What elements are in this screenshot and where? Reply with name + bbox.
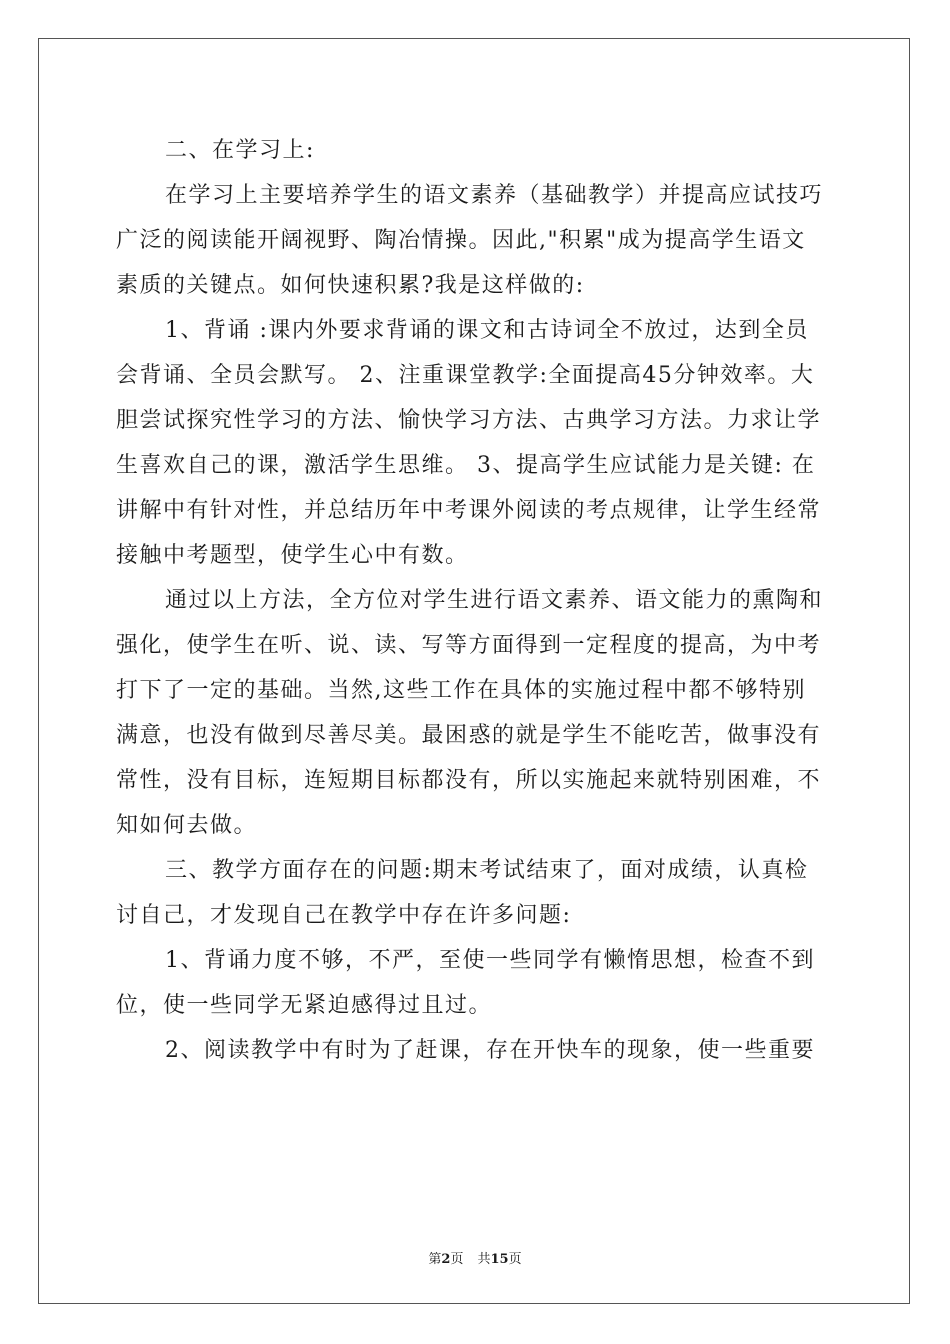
text-line: 广泛的阅读能开阔视野、陶冶情操。因此,"积累"成为提高学生语文	[116, 228, 806, 253]
text-line: 讨自己，才发现自己在教学中存在许多问题:	[116, 903, 572, 928]
page-footer	[0, 1248, 950, 1267]
text-line: 二、在学习上:	[165, 138, 315, 163]
text-line: 胆尝试探究性学习的方法、愉快学习方法、古典学习方法。力求让学	[116, 408, 822, 433]
text-line: 生喜欢自己的课，激活学生思维。 3、提高学生应试能力是关键: 在	[116, 453, 816, 478]
text-line: 会背诵、全员会默写。 2、注重课堂教学:全面提高45分钟效率。大	[116, 363, 815, 388]
text-line: 常性，没有目标，连短期目标都没有，所以实施起来就特别困难，不	[116, 768, 822, 793]
text-line: 在学习上主要培养学生的语文素养（基础教学）并提高应试技巧	[165, 183, 824, 208]
text-line: 打下了一定的基础。当然,这些工作在具体的实施过程中都不够特别	[116, 678, 806, 703]
text-line: 2、阅读教学中有时为了赶课，存在开快车的现象，使一些重要	[165, 1038, 815, 1063]
page-number: 2	[441, 1252, 451, 1267]
text-line: 强化，使学生在听、说、读、写等方面得到一定程度的提高，为中考	[116, 633, 822, 658]
text-line: 1、背诵力度不够，不严，至使一些同学有懒惰思想，检查不到	[165, 948, 815, 973]
text-line: 位，使一些同学无紧迫感得过且过。	[116, 993, 493, 1018]
text-line: 知如何去做。	[116, 813, 258, 838]
page-prefix: 第	[428, 1252, 442, 1267]
total-prefix: 共	[477, 1252, 491, 1267]
text-line: 讲解中有针对性，并总结历年中考课外阅读的考点规律，让学生经常	[116, 498, 822, 523]
text-line: 满意，也没有做到尽善尽美。最困惑的就是学生不能吃苦，做事没有	[116, 723, 822, 748]
text-line: 1、背诵 :课内外要求背诵的课文和古诗词全不放过，达到全员	[165, 318, 809, 343]
total-suffix: 页	[508, 1252, 522, 1267]
text-line: 素质的关键点。如何快速积累?我是这样做的:	[116, 273, 585, 298]
text-line: 三、教学方面存在的问题:期末考试结束了，面对成绩，认真检	[165, 858, 809, 883]
total-pages: 15	[490, 1252, 509, 1267]
text-line: 接触中考题型，使学生心中有数。	[116, 543, 469, 568]
text-line: 通过以上方法，全方位对学生进行语文素养、语文能力的熏陶和	[165, 588, 824, 613]
page-suffix: 页	[450, 1252, 464, 1267]
document-body	[116, 128, 834, 1073]
